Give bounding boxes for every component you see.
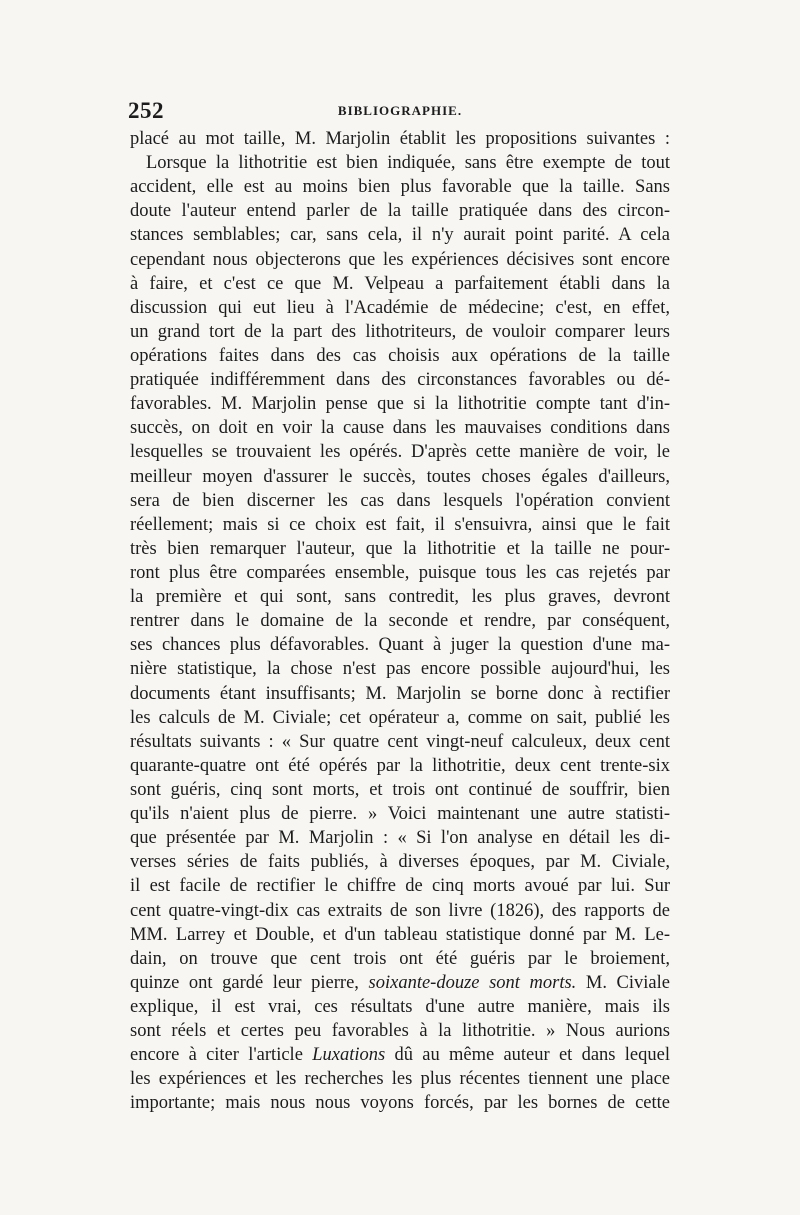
text-line: résultats suivants : « Sur quatre cent vingt-neuf calculeux, deux cent [130,731,670,752]
text-line: lesquelles se trouvaient les opérés. D'après cette manière de voir, le [130,442,670,463]
text-line: importante; mais nous nous voyons forcés, par les bornes de cette [130,1093,670,1114]
text-line: il est facile de rectifier le chiffre de cinq morts avoué par lui. Sur [130,876,670,897]
text-line: accident, elle est au moins bien plus favorable que la taille. Sans [130,177,670,198]
text-line: explique, il est vrai, ces résultats d'une autre manière, mais ils [130,996,670,1017]
text-segment: encore à citer l'article [130,1045,313,1066]
text-line: favorables. M. Marjolin pense que si la lithotritie compte tant d'in- [130,394,670,415]
text-line: quarante-quatre ont été opérés par la lithotritie, deux cent trente-six [130,755,670,776]
text-line: doute l'auteur entend parler de la taille pratiquée dans des circon- [130,201,670,222]
text-line: un grand tort de la part des lithotriteurs, de vouloir comparer leurs [130,321,670,342]
text-line: Lorsque la lithotritie est bien indiquée, sans être exempte de tout [146,153,670,174]
text-line: à faire, et c'est ce que M. Velpeau a parfaitement établi dans la [130,273,670,294]
text-line: très bien remarquer l'auteur, que la lithotritie et la taille ne pour- [130,538,670,559]
text-segment: M. Civiale [576,972,670,993]
text-line: cependant nous objecterons que les expériences décisives sont encore [130,249,670,270]
text-line: que présentée par M. Marjolin : « Si l'on analyse en détail les di- [130,828,670,849]
text-line [130,971,670,995]
text-segment: dû au même auteur et dans lequel [385,1045,670,1066]
page-header [128,98,672,128]
page-number: 252 [128,98,164,123]
text-line: succès, on doit en voir la cause dans les mauvaises conditions dans [130,418,670,439]
text-line: les expériences et les recherches les plus récentes tiennent une place [130,1069,670,1090]
italic-text: Luxations [312,1045,386,1066]
text-line: les calculs de M. Civiale; cet opérateur a, comme on sait, publié les [130,707,670,728]
text-line: MM. Larrey et Double, et d'un tableau statistique donné par M. Le- [130,924,670,945]
text-line: meilleur moyen d'assurer le succès, toutes choses égales d'ailleurs, [130,466,670,487]
text-line: nière statistique, la chose n'est pas encore possible aujourd'hui, les [130,659,670,680]
text-line: ses chances plus défavorables. Quant à juger la question d'une ma- [130,635,670,656]
text-line: pratiquée indifféremment dans des circonstances favorables ou dé- [130,370,670,391]
text-line: documents étant insuffisants; M. Marjolin se borne donc à rectifier [130,683,670,704]
text-line [130,1043,670,1067]
text-line: cent quatre-vingt-dix cas extraits de son livre (1826), des rapports de [130,900,670,921]
text-line: la première et qui sont, sans contredit, les plus graves, devront [130,587,670,608]
text-line: sera de bien discerner les cas dans lesquels l'opération convient [130,490,670,511]
text-line: placé au mot taille, M. Marjolin établit les propositions suivantes : [130,129,670,149]
body-text [130,127,670,1115]
text-line: sont réels et certes peu favorables à la lithotritie. » Nous aurions [130,1021,670,1042]
text-segment: quinze ont gardé leur pierre, [130,972,369,993]
running-head: BIBLIOGRAPHIE. [337,103,463,118]
text-line: ront plus être comparées ensemble, puisque tous les cas rejetés par [130,562,670,583]
text-line: discussion qui eut lieu à l'Académie de médecine; c'est, en effet, [130,297,670,318]
text-line: dain, on trouve que cent trois ont été guéris par le broiement, [130,948,670,969]
text-line: stances semblables; car, sans cela, il n'y aurait point parité. A cela [130,225,670,246]
text-line: opérations faites dans des cas choisis aux opérations de la taille [130,345,670,366]
text-line: réellement; mais si ce choix est fait, il s'ensuivra, ainsi que le fait [130,514,670,535]
text-line: sont guéris, cinq sont morts, et trois ont continué de souffrir, bien [130,779,670,800]
text-line: verses séries de faits publiés, à diverses époques, par M. Civiale, [130,852,670,873]
italic-text: soixante-douze sont morts. [368,972,577,993]
text-line: qu'ils n'aient plus de pierre. » Voici maintenant une autre statisti- [130,804,670,825]
text-line: rentrer dans le domaine de la seconde et rendre, par conséquent, [130,611,670,632]
